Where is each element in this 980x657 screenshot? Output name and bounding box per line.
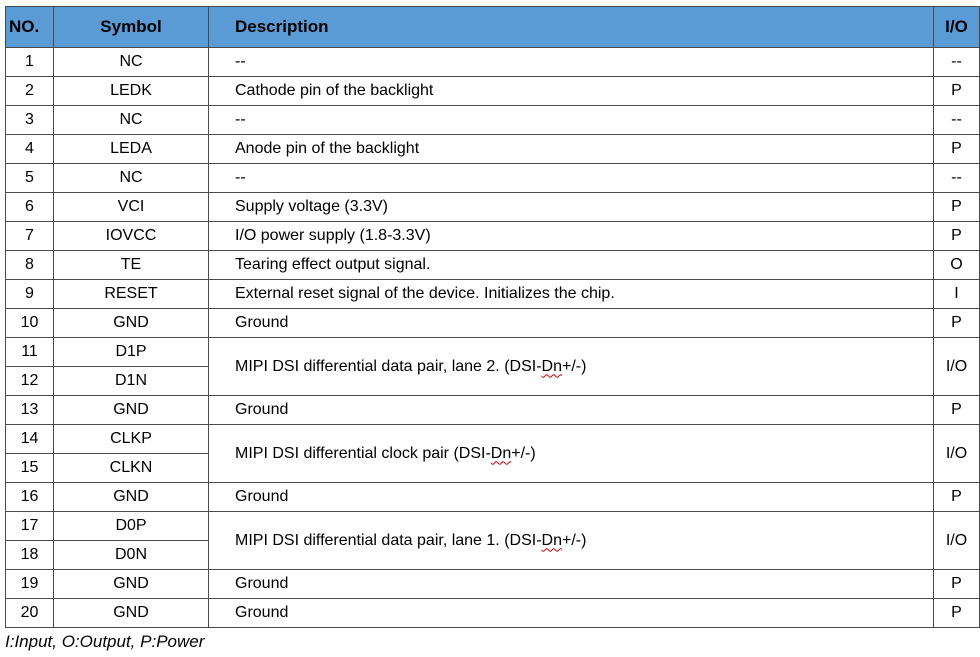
pin-symbol: D0N	[54, 541, 209, 570]
pin-symbol: D0P	[54, 512, 209, 541]
pin-number: 17	[6, 512, 54, 541]
table-row	[6, 309, 980, 338]
pin-description: Tearing effect output signal.	[209, 251, 934, 280]
table-row	[6, 222, 980, 251]
description-text: MIPI DSI differential clock pair (DSI-	[235, 444, 491, 462]
pin-number: 18	[6, 541, 54, 570]
description-text: +/-)	[511, 444, 536, 462]
io-legend: I:Input, O:Output, P:Power	[5, 632, 205, 651]
pin-symbol: GND	[54, 483, 209, 512]
pin-io-type: P	[934, 570, 980, 599]
pin-symbol: LEDA	[54, 135, 209, 164]
pin-number: 16	[6, 483, 54, 512]
pin-symbol: RESET	[54, 280, 209, 309]
pin-symbol: LEDK	[54, 77, 209, 106]
pin-description: External reset signal of the device. Initializes the chip.	[209, 280, 934, 309]
pin-io-type: O	[934, 251, 980, 280]
pin-io-type: I/O	[934, 338, 980, 396]
table-row	[6, 135, 980, 164]
pin-description	[209, 338, 934, 396]
pin-io-type: P	[934, 77, 980, 106]
pin-description: Supply voltage (3.3V)	[209, 193, 934, 222]
pin-io-type: P	[934, 599, 980, 628]
table-row	[6, 48, 980, 77]
header-description: Description	[209, 7, 934, 48]
pin-number: 19	[6, 570, 54, 599]
pin-number: 11	[6, 338, 54, 367]
pin-io-type: P	[934, 222, 980, 251]
pin-description	[209, 425, 934, 483]
pin-symbol: GND	[54, 396, 209, 425]
table-row	[6, 338, 980, 367]
pin-io-type: I/O	[934, 512, 980, 570]
pin-symbol: NC	[54, 164, 209, 193]
header-no: NO.	[6, 7, 54, 48]
table-row	[6, 193, 980, 222]
pin-io-type: P	[934, 135, 980, 164]
pin-io-type: --	[934, 164, 980, 193]
pin-symbol: GND	[54, 309, 209, 338]
description-text: MIPI DSI differential data pair, lane 1. (DSI-	[235, 531, 542, 549]
pin-symbol: NC	[54, 48, 209, 77]
table-row	[6, 425, 980, 454]
pin-number: 2	[6, 77, 54, 106]
pin-description: Ground	[209, 309, 934, 338]
pin-number: 9	[6, 280, 54, 309]
pin-description: Ground	[209, 599, 934, 628]
pin-number: 6	[6, 193, 54, 222]
pin-number: 8	[6, 251, 54, 280]
pin-description	[209, 512, 934, 570]
table-header-row	[6, 7, 980, 48]
pin-number: 4	[6, 135, 54, 164]
pin-io-type: I	[934, 280, 980, 309]
pin-io-type: P	[934, 309, 980, 338]
table-row	[6, 396, 980, 425]
pin-number: 14	[6, 425, 54, 454]
pin-symbol: D1P	[54, 338, 209, 367]
pin-symbol: GND	[54, 570, 209, 599]
pin-io-type: I/O	[934, 425, 980, 483]
pin-number: 13	[6, 396, 54, 425]
pin-io-type: --	[934, 48, 980, 77]
pin-description: --	[209, 106, 934, 135]
pin-description: I/O power supply (1.8-3.3V)	[209, 222, 934, 251]
pin-symbol: GND	[54, 599, 209, 628]
pin-number: 3	[6, 106, 54, 135]
pin-io-type: P	[934, 396, 980, 425]
table-row	[6, 599, 980, 628]
pin-number: 10	[6, 309, 54, 338]
pin-description: Ground	[209, 570, 934, 599]
pin-number: 7	[6, 222, 54, 251]
header-symbol: Symbol	[54, 7, 209, 48]
pin-definition-table	[5, 6, 980, 628]
spellcheck-mark: Dn	[541, 357, 562, 375]
table-row	[6, 106, 980, 135]
pin-number: 5	[6, 164, 54, 193]
pin-description: Cathode pin of the backlight	[209, 77, 934, 106]
pin-io-type: --	[934, 106, 980, 135]
pin-description: --	[209, 48, 934, 77]
description-text: MIPI DSI differential data pair, lane 2. (DSI-	[235, 357, 542, 375]
pin-description: --	[209, 164, 934, 193]
pin-io-type: P	[934, 193, 980, 222]
table-row	[6, 483, 980, 512]
pin-io-type: P	[934, 483, 980, 512]
pin-symbol: CLKP	[54, 425, 209, 454]
description-text: +/-)	[561, 531, 587, 549]
pin-symbol: IOVCC	[54, 222, 209, 251]
spellcheck-mark: Dn	[490, 444, 512, 462]
pin-number: 15	[6, 454, 54, 483]
pin-description: Ground	[209, 396, 934, 425]
table-row	[6, 251, 980, 280]
pin-symbol: TE	[54, 251, 209, 280]
pin-symbol: D1N	[54, 367, 209, 396]
pin-number: 1	[6, 48, 54, 77]
pin-symbol: CLKN	[54, 454, 209, 483]
pin-description: Ground	[209, 483, 934, 512]
table-row	[6, 77, 980, 106]
pin-symbol: NC	[54, 106, 209, 135]
description-text: +/-)	[561, 357, 587, 375]
pin-number: 12	[6, 367, 54, 396]
table-row	[6, 570, 980, 599]
table-row	[6, 280, 980, 309]
table-row	[6, 512, 980, 541]
pin-symbol: VCI	[54, 193, 209, 222]
table-row	[6, 164, 980, 193]
pin-description: Anode pin of the backlight	[209, 135, 934, 164]
spellcheck-mark: Dn	[541, 531, 562, 549]
pin-number: 20	[6, 599, 54, 628]
header-io: I/O	[934, 7, 980, 48]
